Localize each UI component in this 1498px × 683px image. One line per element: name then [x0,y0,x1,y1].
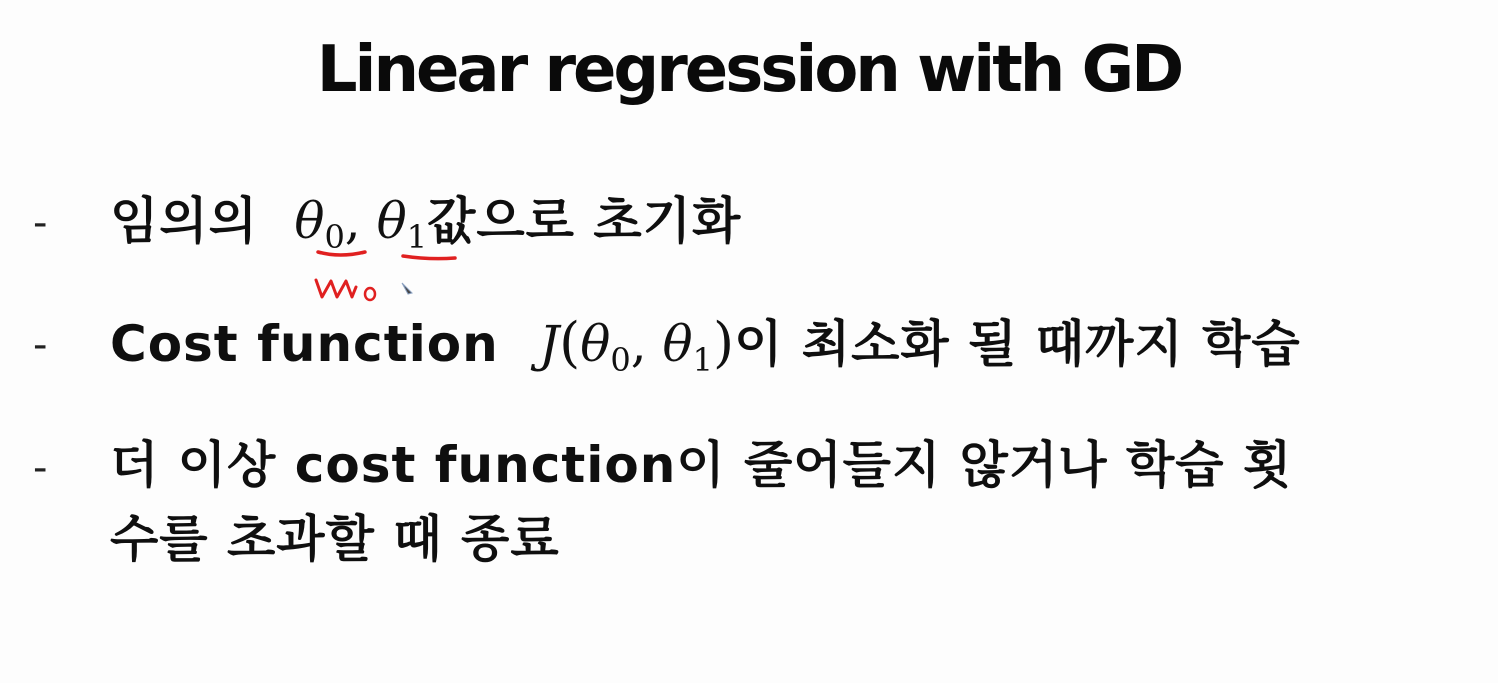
theta1-subscript: 1 [406,218,428,256]
bullet-stop-line1: 더 이상 cost function이 줄어들지 않거나 학습 횟 [110,436,1293,494]
handwritten-w0-icon [316,280,356,297]
cost-close-paren: ) [712,311,735,374]
cost-J-symbol: J [539,315,560,373]
theta0-subscript: 0 [610,341,631,379]
bullet-cost [110,310,1301,377]
bullet-marker: - [33,322,48,368]
theta-params [294,192,428,256]
bullet-stop-line2: 수를 초과할 때 종료 [110,510,560,568]
cost-open-paren: ( [559,311,581,374]
bullet-init-suffix: 값으로 초기화 [427,192,742,250]
bullet-init-prefix: 임의의 [110,192,258,250]
bullet-init [110,188,741,254]
bullet-marker: - [33,445,48,491]
bullet-cost-suffix: 이 최소화 될 때까지 학습 [734,315,1301,373]
theta0-symbol: θ [580,315,611,373]
theta-comma: , [630,315,647,373]
theta0-symbol: θ [294,192,325,250]
bullet-cost-prefix: Cost function [110,315,499,373]
theta-comma: , [344,192,361,250]
pen-cursor-icon [402,283,412,294]
cost-function-formula [539,311,735,379]
theta1-subscript: 1 [692,341,713,379]
underline-theta1 [403,256,455,259]
slide-title: Linear regression with GD [316,33,1182,107]
theta0-subscript: 0 [324,218,345,256]
theta1-symbol: θ [376,192,407,250]
bullet-marker: - [33,200,48,246]
theta1-symbol: θ [662,315,693,373]
handwritten-subscript-zero [365,288,375,300]
